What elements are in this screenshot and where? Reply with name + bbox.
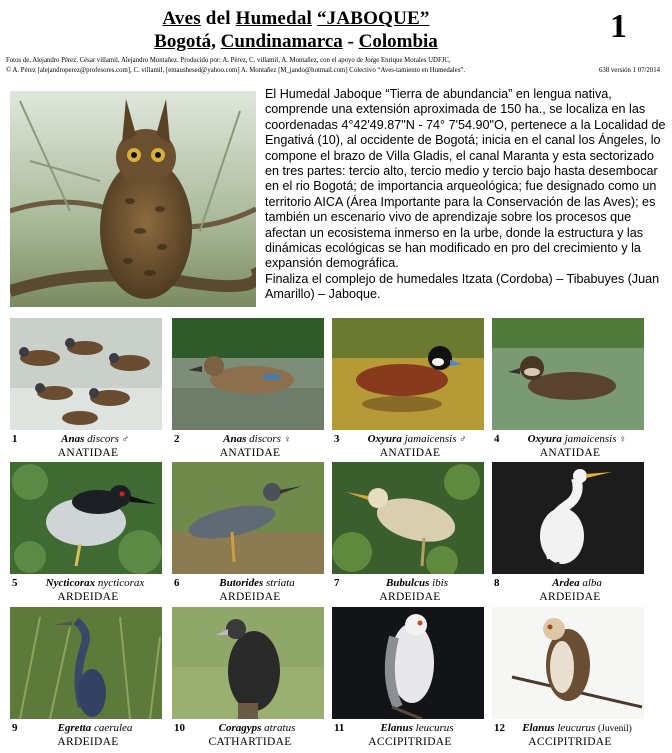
scientific-name: Coragyps atratus xyxy=(218,722,296,734)
scientific-name: Anas discors ♀ xyxy=(223,433,291,445)
cattle-egret-photo xyxy=(332,462,484,574)
family-name: ARDEIDAE xyxy=(219,591,281,603)
family-name: ANATIDAE xyxy=(539,447,601,459)
title-word-aves: Aves xyxy=(162,8,201,29)
species-number: 4 xyxy=(494,433,500,445)
scientific-name: Butorides striata xyxy=(219,577,295,589)
species-number: 8 xyxy=(494,577,500,589)
species-card xyxy=(492,462,648,604)
scientific-name: Egretta caerulea xyxy=(57,722,133,734)
species-card xyxy=(172,318,328,460)
species-number: 12 xyxy=(494,722,505,734)
family-name: ANATIDAE xyxy=(57,447,119,459)
scientific-name: Anas discors ♂ xyxy=(61,433,129,445)
family-name: ARDEIDAE xyxy=(379,591,441,603)
family-name: ARDEIDAE xyxy=(57,591,119,603)
page-number: 1 xyxy=(610,8,627,45)
page-title xyxy=(0,8,592,30)
species-number: 3 xyxy=(334,433,340,445)
family-name: ANATIDAE xyxy=(379,447,441,459)
wetland-description xyxy=(265,87,667,303)
family-name: ACCIPITRIDAE xyxy=(368,736,452,748)
ruddy-duck-female-photo xyxy=(492,318,644,430)
species-card xyxy=(10,462,166,604)
species-number: 2 xyxy=(174,433,180,445)
scientific-name: Elanus leucurus (Juvenil) xyxy=(522,722,632,734)
scientific-name: Oxyura jamaicensis ♂ xyxy=(367,433,467,445)
subtitle-word-cundinamarca: Cundinamarca xyxy=(220,31,343,52)
species-number: 10 xyxy=(174,722,185,734)
night-heron-photo xyxy=(10,462,162,574)
black-vulture-photo xyxy=(172,607,324,719)
family-name: ACCIPITRIDAE xyxy=(528,736,612,748)
scientific-name: Nycticorax nycticorax xyxy=(45,577,145,589)
credits-line-1: Fotos de, Alejandro Pérez, César villamil, Alejandro Montañez. Producido por: A. Pérez, C. villamil, A. Montañez, con el apoyo de Jorge Enrique Morales UDFJC, xyxy=(6,57,451,64)
species-number: 9 xyxy=(12,722,18,734)
family-name: ANATIDAE xyxy=(219,447,281,459)
title-word-humedal: Humedal xyxy=(235,8,312,29)
species-card xyxy=(492,607,648,749)
subtitle-word-bogota: Bogotá, xyxy=(154,31,216,52)
credits-block xyxy=(6,56,668,76)
description-paragraph-1: El Humedal Jaboque “Tierra de abundancia” en lengua nativa, comprende una extensión aproximada de 150 ha., se localiza en las coordenadas 4°42'49.87"N - 74° 7'54.90"O, pertenece a la Localidad de Engativá (10), al occidente de Bogotá; inicia en el canal los Ángeles, lo compone el brazo de Villa Gladis, el canal Maranta y esta sectorizado en tres partes: tercio alto, tercio medio y tercio bajo hasta desembocar en el rio Bogotá; de importancia arqueológica; fue designado como un territorio AICA (Área Importante para la Conservación de las Aves); es también un escenario vivo de aprendizaje sobre los procesos que afectan un ecosistema inmerso en la urbe, donde la estructura y las dinámicas ecológicas se han modificado en pro del crecimiento y la expansión demográfica. xyxy=(265,87,666,271)
juvenile-kite-photo xyxy=(492,607,644,719)
scientific-name: Oxyura jamaicensis ♀ xyxy=(527,433,627,445)
subtitle-word-colombia: Colombia xyxy=(358,31,438,52)
species-card xyxy=(332,462,488,604)
family-name: ARDEIDAE xyxy=(539,591,601,603)
version-label: 638 versión 1 07/2014 xyxy=(599,67,660,74)
species-card xyxy=(332,318,488,460)
description-paragraph-2: Finaliza el complejo de humedales Itzata (Cordoba) – Tibabuyes (Juan Amarillo) – Jaboque. xyxy=(265,271,660,302)
species-number: 11 xyxy=(334,722,345,734)
title-word-del: del xyxy=(205,8,231,29)
species-card xyxy=(332,607,488,749)
teal-female-photo xyxy=(172,318,324,430)
species-number: 1 xyxy=(12,433,18,445)
species-card xyxy=(10,318,166,460)
credits-line-2: © A. Pérez [alejandroperez@profesores.com], C. villamil, [emaushesed@yahoo.com] A. Montañez [M_jando@hotmail.com] Colectivo “Aves-tamiento en Humedales”. xyxy=(6,67,466,74)
family-name: CATHARTIDAE xyxy=(208,736,292,748)
family-name: ARDEIDAE xyxy=(57,736,119,748)
species-card xyxy=(10,607,166,749)
striated-heron-photo xyxy=(172,462,324,574)
title-word-jaboque: “JABOQUE” xyxy=(316,8,430,29)
scientific-name: Elanus leucurus xyxy=(380,722,454,734)
species-number: 6 xyxy=(174,577,180,589)
species-card xyxy=(492,318,648,460)
page-subtitle xyxy=(0,31,592,53)
species-card xyxy=(172,462,328,604)
owl-photo xyxy=(10,91,256,307)
great-egret-photo xyxy=(492,462,644,574)
little-blue-heron-photo xyxy=(10,607,162,719)
subtitle-word-dash: - xyxy=(347,31,354,52)
species-card xyxy=(172,607,328,749)
ruddy-duck-male-photo xyxy=(332,318,484,430)
scientific-name: Ardea alba xyxy=(552,577,602,589)
white-tailed-kite-photo xyxy=(332,607,484,719)
scientific-name: Bubulcus ibis xyxy=(385,577,449,589)
species-number: 7 xyxy=(334,577,340,589)
teal-flock-photo xyxy=(10,318,162,430)
species-number: 5 xyxy=(12,577,18,589)
